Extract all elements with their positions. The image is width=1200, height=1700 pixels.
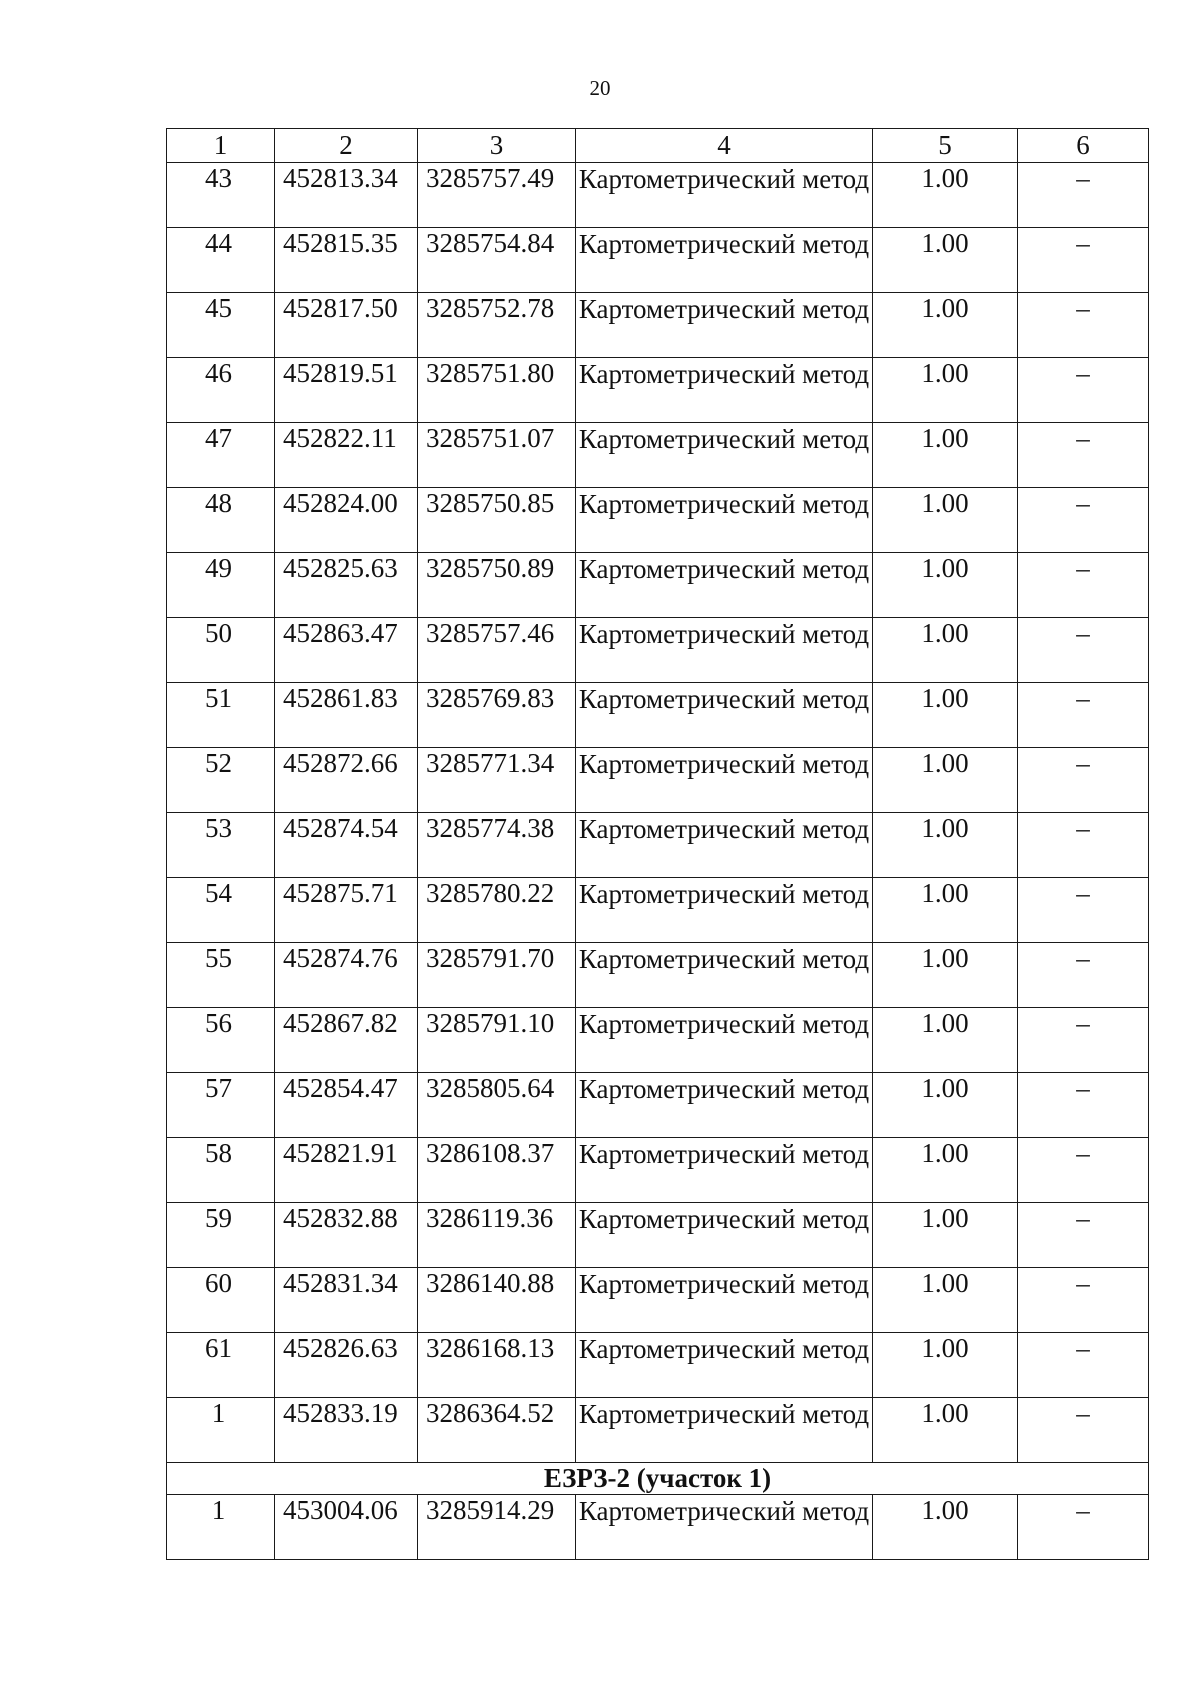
precision-cell: 1.00 [873,683,1018,748]
table-row [167,163,1149,228]
table-row [167,943,1149,1008]
note-cell: – [1018,813,1149,878]
note-cell: – [1018,1495,1149,1560]
x-coordinate-cell: 452833.19 [275,1398,418,1463]
precision-cell: 1.00 [873,488,1018,553]
method-cell: Картометрический метод [576,553,873,618]
x-coordinate-cell: 452874.76 [275,943,418,1008]
point-number-cell: 47 [167,423,275,488]
precision-cell: 1.00 [873,1495,1018,1560]
table-row [167,618,1149,683]
header-cell: 2 [275,129,418,163]
table-row [167,683,1149,748]
method-cell: Картометрический метод [576,358,873,423]
note-cell: – [1018,163,1149,228]
y-coordinate-cell: 3285750.89 [418,553,576,618]
precision-cell: 1.00 [873,943,1018,1008]
point-number-cell: 1 [167,1495,275,1560]
precision-cell: 1.00 [873,618,1018,683]
method-cell: Картометрический метод [576,293,873,358]
header-cell: 3 [418,129,576,163]
method-cell: Картометрический метод [576,683,873,748]
point-number-cell: 1 [167,1398,275,1463]
header-cell: 1 [167,129,275,163]
y-coordinate-cell: 3285769.83 [418,683,576,748]
point-number-cell: 58 [167,1138,275,1203]
method-cell: Картометрический метод [576,1398,873,1463]
point-number-cell: 43 [167,163,275,228]
y-coordinate-cell: 3285774.38 [418,813,576,878]
x-coordinate-cell: 452867.82 [275,1008,418,1073]
table-row [167,423,1149,488]
y-coordinate-cell: 3285791.10 [418,1008,576,1073]
y-coordinate-cell: 3285757.49 [418,163,576,228]
x-coordinate-cell: 452872.66 [275,748,418,813]
method-cell: Картометрический метод [576,1203,873,1268]
table-row [167,358,1149,423]
precision-cell: 1.00 [873,1073,1018,1138]
table-row [167,1495,1149,1560]
method-cell: Картометрический метод [576,943,873,1008]
method-cell: Картометрический метод [576,423,873,488]
coordinates-table [166,128,1149,1560]
x-coordinate-cell: 453004.06 [275,1495,418,1560]
point-number-cell: 54 [167,878,275,943]
y-coordinate-cell: 3285751.07 [418,423,576,488]
precision-cell: 1.00 [873,293,1018,358]
y-coordinate-cell: 3286364.52 [418,1398,576,1463]
precision-cell: 1.00 [873,813,1018,878]
precision-cell: 1.00 [873,878,1018,943]
note-cell: – [1018,1333,1149,1398]
method-cell: Картометрический метод [576,1138,873,1203]
note-cell: – [1018,1073,1149,1138]
method-cell: Картометрический метод [576,1073,873,1138]
note-cell: – [1018,878,1149,943]
x-coordinate-cell: 452874.54 [275,813,418,878]
note-cell: – [1018,1138,1149,1203]
point-number-cell: 57 [167,1073,275,1138]
point-number-cell: 52 [167,748,275,813]
x-coordinate-cell: 452832.88 [275,1203,418,1268]
section-row [167,1463,1149,1495]
y-coordinate-cell: 3285780.22 [418,878,576,943]
point-number-cell: 49 [167,553,275,618]
table-row [167,1398,1149,1463]
x-coordinate-cell: 452815.35 [275,228,418,293]
precision-cell: 1.00 [873,163,1018,228]
y-coordinate-cell: 3286119.36 [418,1203,576,1268]
precision-cell: 1.00 [873,1268,1018,1333]
point-number-cell: 46 [167,358,275,423]
table-row [167,293,1149,358]
precision-cell: 1.00 [873,358,1018,423]
note-cell: – [1018,618,1149,683]
precision-cell: 1.00 [873,1138,1018,1203]
x-coordinate-cell: 452831.34 [275,1268,418,1333]
note-cell: – [1018,683,1149,748]
note-cell: – [1018,1268,1149,1333]
y-coordinate-cell: 3285914.29 [418,1495,576,1560]
point-number-cell: 48 [167,488,275,553]
note-cell: – [1018,228,1149,293]
method-cell: Картометрический метод [576,813,873,878]
x-coordinate-cell: 452813.34 [275,163,418,228]
x-coordinate-cell: 452824.00 [275,488,418,553]
section-title: ЕЗРЗ-2 (участок 1) [167,1463,1149,1495]
precision-cell: 1.00 [873,553,1018,618]
x-coordinate-cell: 452861.83 [275,683,418,748]
table-header-row [167,129,1149,163]
table-row [167,488,1149,553]
table-row [167,553,1149,618]
point-number-cell: 56 [167,1008,275,1073]
method-cell: Картометрический метод [576,618,873,683]
note-cell: – [1018,488,1149,553]
method-cell: Картометрический метод [576,163,873,228]
header-cell: 5 [873,129,1018,163]
point-number-cell: 50 [167,618,275,683]
y-coordinate-cell: 3285754.84 [418,228,576,293]
method-cell: Картометрический метод [576,878,873,943]
y-coordinate-cell: 3285757.46 [418,618,576,683]
precision-cell: 1.00 [873,1008,1018,1073]
y-coordinate-cell: 3286140.88 [418,1268,576,1333]
method-cell: Картометрический метод [576,228,873,293]
x-coordinate-cell: 452875.71 [275,878,418,943]
table-row [167,1268,1149,1333]
note-cell: – [1018,553,1149,618]
note-cell: – [1018,1203,1149,1268]
point-number-cell: 55 [167,943,275,1008]
note-cell: – [1018,423,1149,488]
y-coordinate-cell: 3285751.80 [418,358,576,423]
note-cell: – [1018,748,1149,813]
y-coordinate-cell: 3285791.70 [418,943,576,1008]
precision-cell: 1.00 [873,1203,1018,1268]
x-coordinate-cell: 452854.47 [275,1073,418,1138]
y-coordinate-cell: 3285771.34 [418,748,576,813]
method-cell: Картометрический метод [576,1333,873,1398]
method-cell: Картометрический метод [576,488,873,553]
point-number-cell: 44 [167,228,275,293]
method-cell: Картометрический метод [576,748,873,813]
x-coordinate-cell: 452822.11 [275,423,418,488]
y-coordinate-cell: 3285752.78 [418,293,576,358]
precision-cell: 1.00 [873,748,1018,813]
x-coordinate-cell: 452821.91 [275,1138,418,1203]
point-number-cell: 60 [167,1268,275,1333]
y-coordinate-cell: 3286108.37 [418,1138,576,1203]
note-cell: – [1018,1398,1149,1463]
x-coordinate-cell: 452825.63 [275,553,418,618]
table-row [167,1333,1149,1398]
point-number-cell: 59 [167,1203,275,1268]
page-number: 20 [589,76,611,100]
x-coordinate-cell: 452819.51 [275,358,418,423]
precision-cell: 1.00 [873,1398,1018,1463]
method-cell: Картометрический метод [576,1268,873,1333]
point-number-cell: 45 [167,293,275,358]
table-row [167,1073,1149,1138]
point-number-cell: 61 [167,1333,275,1398]
note-cell: – [1018,1008,1149,1073]
note-cell: – [1018,943,1149,1008]
point-number-cell: 51 [167,683,275,748]
point-number-cell: 53 [167,813,275,878]
table-row [167,748,1149,813]
table-row [167,878,1149,943]
table-row [167,1008,1149,1073]
method-cell: Картометрический метод [576,1495,873,1560]
table-row [167,1203,1149,1268]
table-row [167,1138,1149,1203]
header-cell: 6 [1018,129,1149,163]
precision-cell: 1.00 [873,423,1018,488]
note-cell: – [1018,293,1149,358]
table-row [167,813,1149,878]
x-coordinate-cell: 452863.47 [275,618,418,683]
x-coordinate-cell: 452817.50 [275,293,418,358]
table-row [167,228,1149,293]
note-cell: – [1018,358,1149,423]
header-cell: 4 [576,129,873,163]
x-coordinate-cell: 452826.63 [275,1333,418,1398]
y-coordinate-cell: 3285750.85 [418,488,576,553]
precision-cell: 1.00 [873,1333,1018,1398]
y-coordinate-cell: 3285805.64 [418,1073,576,1138]
precision-cell: 1.00 [873,228,1018,293]
y-coordinate-cell: 3286168.13 [418,1333,576,1398]
method-cell: Картометрический метод [576,1008,873,1073]
